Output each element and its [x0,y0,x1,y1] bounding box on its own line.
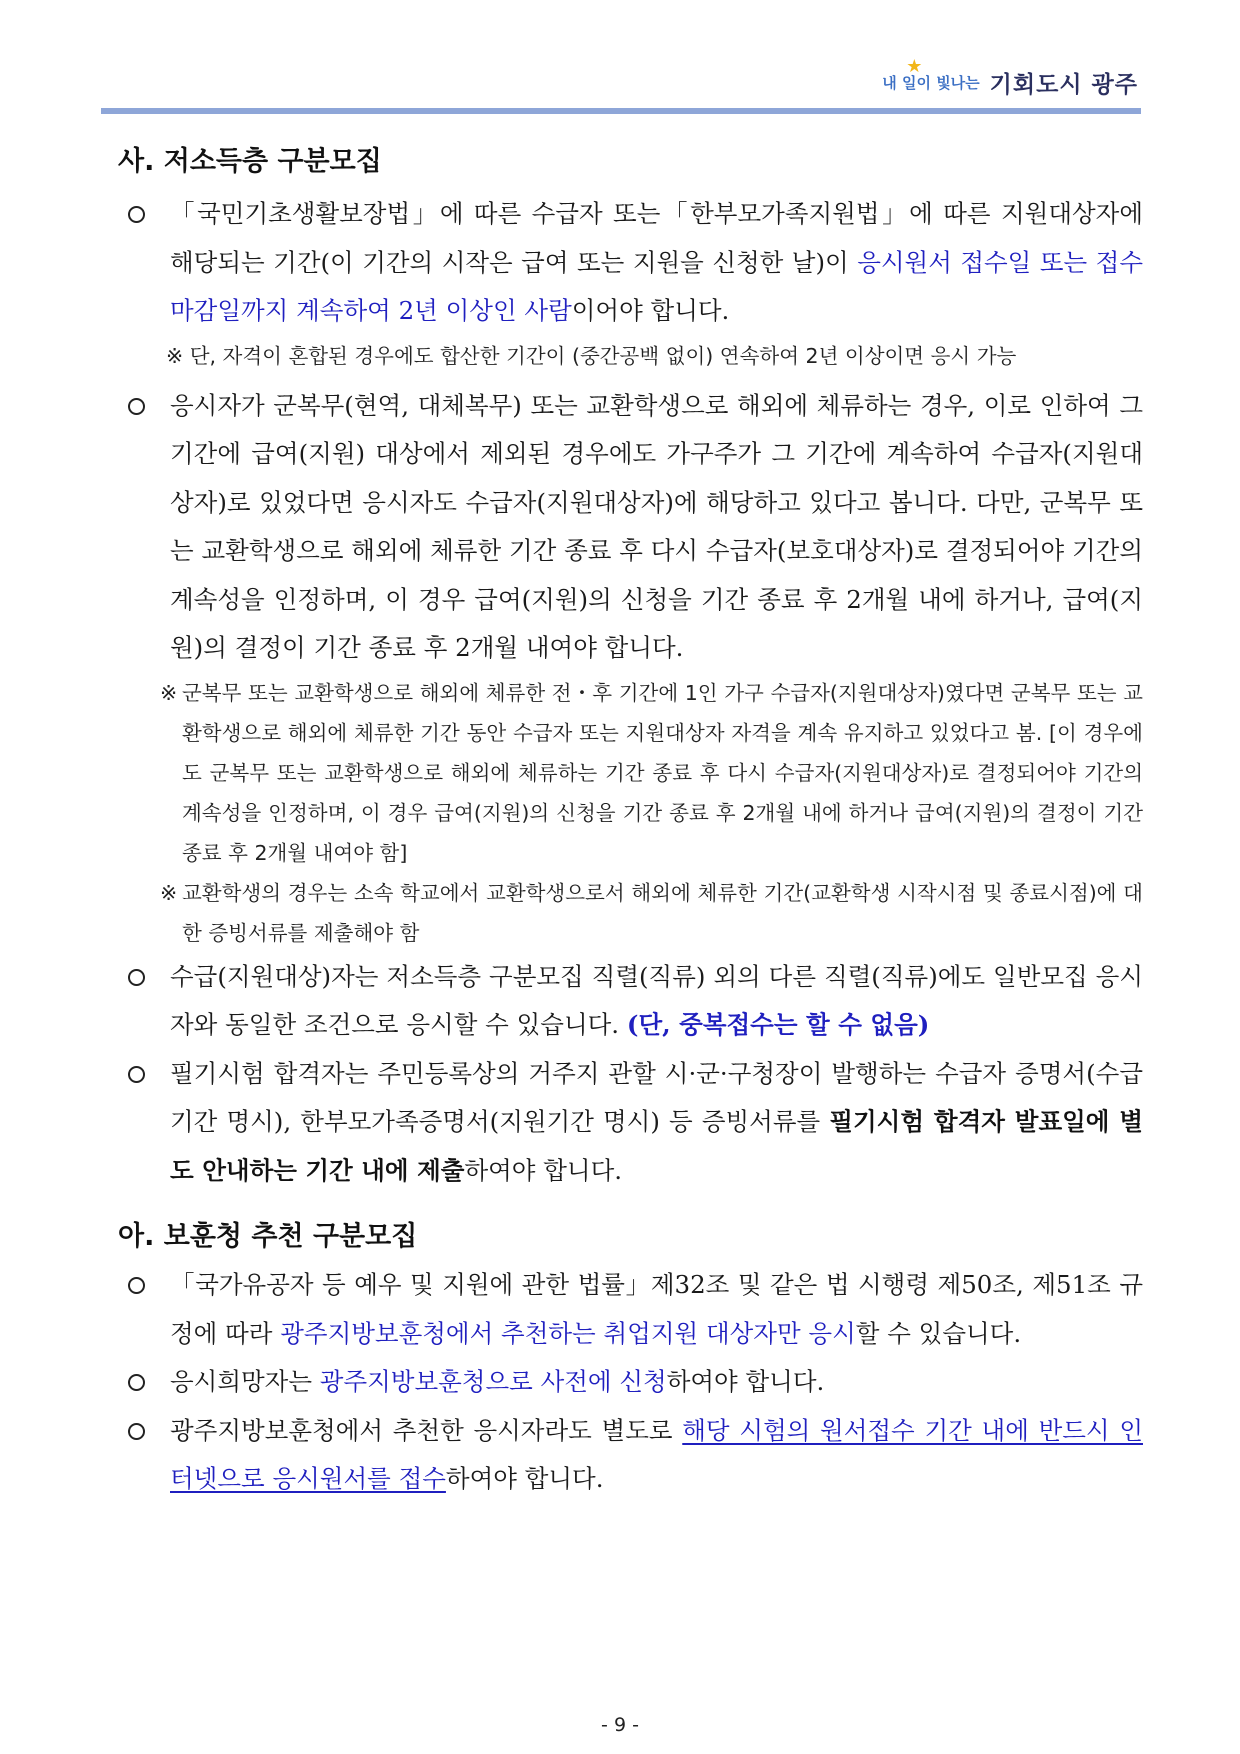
list-item: 응시자가 군복무(현역, 대체복무) 또는 교환학생으로 해외에 체류하는 경우, 이로 인하여 그 기간에 급여(지원) 대상에서 제외된 경우에도 가구주가 그 기간에 계속하여 수급자(지원대상자)로 있었다면 응시자도 수급자(지원대상자)에 해당하고 있다고 봅니다. 다만, 군복무 또는 교환학생으로 해외에 체류한 기간 종료 후 다시 수급자(보호대상자)로 결정되어야 기간의 계속성을 인정하며, 이 경우 급여(지원)의 신청을 기간 종료 후 2개월 내에 하거나, 급여(지원)의 결정이 기간 종료 후 2개월 내여야 합니다. [118,382,1143,673]
logo-slogan: ★ 내 일이 빛나는 [882,55,980,92]
highlight-text: 광주지방보훈청에서 추천하는 취업지원 대상자만 응시 [280,1318,856,1348]
note-text: ※ 단, 자격이 혼합된 경우에도 합산한 기간이 (중간공백 없이) 연속하여 2년 이상이면 응시 가능 [166,343,1017,368]
underlined-highlight-text: 해당 시험의 원서접수 기간 내에 반드시 인터넷으로 응시원서를 접수 [170,1415,1143,1493]
emphasis-text: 필기시험 합격자 발표일에 별도 안내하는 기간 내에 제출 [170,1107,1144,1185]
circle-bullet-icon [128,398,145,415]
document-body [118,138,1143,1504]
list-item: 응시희망자는 광주지방보훈청으로 사전에 신청하여야 합니다. [118,1358,1143,1407]
circle-bullet-icon [128,969,145,986]
note-text: ※ 교환학생의 경우는 소속 학교에서 교환학생으로서 해외에 체류한 기간(교환학생 시작시점 및 종료시점)에 대한 증빙서류를 제출해야 함 [118,873,1143,953]
highlight-text: 광주지방보훈청으로 사전에 신청 [319,1367,667,1396]
reference-mark: ※ [160,680,178,705]
circle-bullet-icon [128,1066,145,1083]
page-header [0,0,1240,116]
header-divider [101,108,1141,114]
circle-bullet-icon [128,206,145,223]
circle-bullet-icon [128,1277,145,1294]
circle-bullet-icon [128,1423,145,1440]
reference-mark: ※ [160,880,178,905]
list-item: 수급(지원대상)자는 저소득층 구분모집 직렬(직류) 외의 다른 직렬(직류)에도 일반모집 응시자와 동일한 조건으로 응시할 수 있습니다. (단, 중복접수는 할 수 없음) [118,953,1143,1050]
list-item: 「국가유공자 등 예우 및 지원에 관한 법률」제32조 및 같은 법 시행령 제50조, 제51조 규정에 따라 광주지방보훈청에서 추천하는 취업지원 대상자만 응시할 수 있습니다. [118,1261,1143,1358]
section-title-low-income: 사. 저소득층 구분모집 [118,146,382,177]
list-item: 「국민기초생활보장법」에 따른 수급자 또는「한부모가족지원법」에 따른 지원대상자에 해당되는 기간(이 기간의 시작은 급여 또는 지원을 신청한 날)이 응시원서 접수일 또는 접수 마감일까지 계속하여 2년 이상인 사람이어야 합니다. [118,190,1143,336]
highlight-text: 응시원서 접수일 또는 접수 마감일까지 계속하여 2년 이상인 사람 [170,247,1143,325]
highlight-text: (단, 중복접수는 할 수 없음) [626,1010,930,1039]
list-item: 광주지방보훈청에서 추천한 응시자라도 별도로 해당 시험의 원서접수 기간 내에 반드시 인터넷으로 응시원서를 접수하여야 합니다. [118,1407,1143,1504]
list-item: 필기시험 합격자는 주민등록상의 거주지 관할 시·군·구청장이 발행하는 수급자 증명서(수급기간 명시), 한부모가족증명서(지원기간 명시) 등 증빙서류를 필기시험 합격자 발표일에 별도 안내하는 기간 내에 제출하여야 합니다. [118,1050,1143,1196]
page-number: - 9 - [601,1714,639,1736]
star-icon: ★ [906,55,923,77]
gwangju-logo [882,55,1138,102]
note-text: ※ 군복무 또는 교환학생으로 해외에 체류한 전・후 기간에 1인 가구 수급자(지원대상자)였다면 군복무 또는 교환학생으로 해외에 체류한 기간 동안 수급자 또는 지원대상자 자격을 계속 유지하고 있었다고 봄. [이 경우에도 군복무 또는 교환학생으로 해외에 체류하는 기간 종료 후 다시 수급자(지원대상자)로 결정되어야 기간의 계속성을 인정하며, 이 경우 급여(지원)의 신청을 기간 종료 후 2개월 내에 하거나 급여(지원)의 결정이 기간 종료 후 2개월 내여야 함] [118,673,1143,873]
section-title-veterans: 아. 보훈청 추천 구분모집 [118,1221,418,1252]
logo-city-name: 기회도시 광주 [989,71,1138,98]
circle-bullet-icon [128,1374,145,1391]
